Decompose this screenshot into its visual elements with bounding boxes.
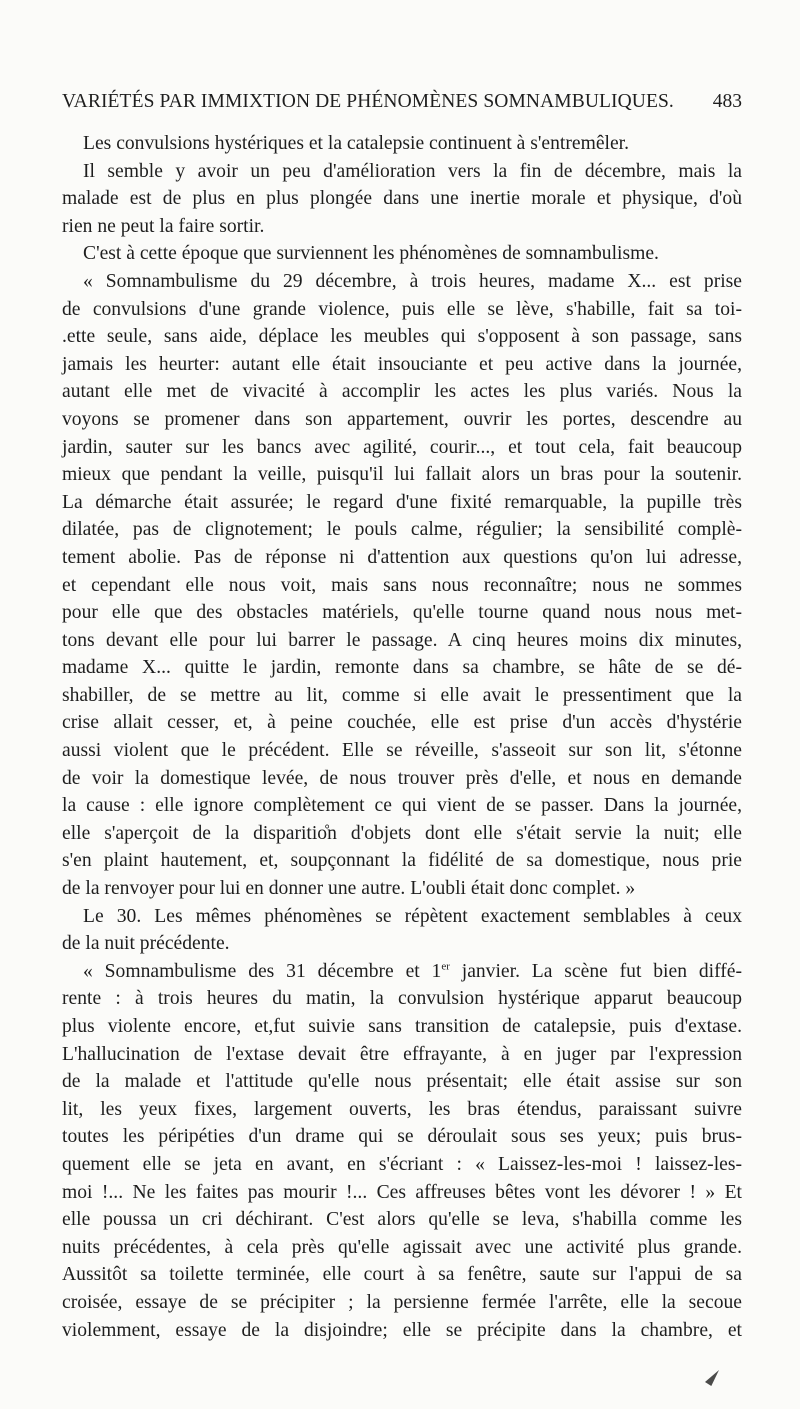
text-line: rien ne peut la faire sortir. — [62, 215, 265, 237]
text-line: Il semble y avoir un peu d'amélioration vers la fin de décembre, mais la — [83, 160, 742, 182]
text-line: elle poussa un cri déchirant. C'est alors qu'elle se leva, s'habilla comme les — [62, 1209, 742, 1231]
text-line: jardin, sauter sur les bancs avec agilité, courir..., et tout cela, fait beaucoup — [62, 436, 742, 458]
text-line: de la nuit précédente. — [62, 933, 230, 955]
text-line: lit, les yeux fixes, largement ouverts, les bras étendus, paraissant suivre — [62, 1098, 742, 1120]
text-line: autant elle met de vivacité à accomplir les actes les plus variés. Nous la — [62, 381, 742, 403]
text-line: malade est de plus en plus plongée dans une inertie morale et physique, d'où — [62, 188, 742, 210]
text-line: Aussitôt sa toilette terminée, elle court à sa fenêtre, saute sur l'appui de sa — [62, 1264, 742, 1286]
text-line: toutes les péripéties d'un drame qui se déroulait sous ses yeux; puis brus- — [62, 1126, 742, 1148]
text-line: Le 30. Les mêmes phénomènes se répètent exactement semblables à ceux — [83, 905, 742, 927]
text-line: de la renvoyer pour lui en donner une autre. L'oubli était donc complet. » — [62, 878, 636, 900]
text-line: Les convulsions hystériques et la catalepsie continuent à s'entremêler. — [83, 133, 629, 154]
text-line: madame X... quitte le jardin, remonte dans sa chambre, se hâte de se dé- — [62, 657, 742, 679]
text-line: pour elle que des obstacles matériels, qu'elle tourne quand nous nous met- — [62, 602, 742, 624]
text-line: voyons se promener dans son appartement, ouvrir les portes, descendre au — [62, 408, 742, 430]
text-line: aussi violent que le précédent. Elle se réveille, s'asseoit sur son lit, s'étonne — [62, 740, 742, 762]
text-line: tement abolie. Pas de réponse ni d'attention aux questions qu'on lui adresse, — [62, 546, 742, 568]
text-line: La démarche était assurée; le regard d'une fixité remarquable, la pupille très — [62, 491, 742, 513]
text-line: moi !... Ne les faites pas mourir !... Ces affreuses bêtes vont les dévorer ! » Et — [62, 1181, 742, 1203]
text-line: de voir la domestique levée, de nous trouver près d'elle, et nous en demande — [62, 767, 742, 789]
page-number: 483 — [712, 91, 742, 112]
text-line: plus violente encore, et,fut suivie sans transition de catalepsie, puis d'extase. — [62, 1016, 742, 1037]
text-line: dilatée, pas de clignotement; le pouls calme, régulier; la sensibilité complè- — [62, 519, 742, 541]
running-title: VARIÉTÉS PAR IMMIXTION DE PHÉNOMÈNES SOMNAMBULIQUES. — [62, 91, 674, 112]
text-line: shabiller, de se mettre au lit, comme si elle avait le pressentiment que la — [62, 684, 742, 706]
text-line: C'est à cette époque que surviennent les phénomènes de somnambulisme. — [83, 243, 659, 265]
text-line: de convulsions d'une grande violence, puis elle se lève, s'habille, fait sa toi- — [62, 298, 742, 320]
text-line: la cause : elle ignore complètement ce qui vient de se passer. Dans la journée, — [62, 795, 742, 817]
text-line: s'en plaint hautement, et, soupçonnant la fidélité de sa domestique, nous prie — [62, 850, 742, 872]
text-line: crise allait cesser, et, à peine couchée, elle est prise d'un accès d'hystérie — [62, 712, 742, 734]
text-line: et cependant elle nous voit, mais sans nous reconnaître; nous ne sommes — [62, 574, 742, 596]
text-line: L'hallucination de l'extase devait être effrayante, à en juger par l'expression — [62, 1043, 742, 1065]
text-line: « Somnambulisme des 31 décembre et 1er janvier. La scène fut bien diffé- — [83, 960, 742, 982]
text-line: rente : à trois heures du matin, la convulsion hystérique apparut beaucoup — [62, 988, 742, 1010]
text-line: violemment, essaye de la disjoindre; elle se précipite dans la chambre, et — [62, 1319, 742, 1341]
superscript: er — [441, 960, 450, 973]
body-text — [62, 130, 742, 1344]
text-line: .ette seule, sans aide, déplace les meubles qui s'opposent à son passage, sans — [62, 326, 742, 348]
text-line: mieux que pendant la veille, puisqu'il lui fallait alors un bras pour la soutenir. — [62, 464, 742, 486]
text-line: nuits précédentes, à cela près qu'elle agissait avec une activité plus grande. — [62, 1236, 742, 1258]
text-line: quement elle se jeta en avant, en s'écriant : « Laissez-les-moi ! laissez-les- — [62, 1153, 742, 1175]
text-line: elle s'aperçoit de la disparitio̊n d'objets dont elle s'était servie la nuit; elle — [62, 822, 742, 844]
text-line: croisée, essaye de se précipiter ; la persienne fermée l'arrête, elle la secoue — [62, 1291, 742, 1313]
running-header — [62, 91, 742, 117]
text-line: jamais les heurter: autant elle était insouciante et peu active dans la journée, — [62, 353, 742, 375]
ink-mark — [705, 1370, 719, 1386]
text-line: « Somnambulisme du 29 décembre, à trois heures, madame X... est prise — [83, 270, 742, 292]
text-line: tons devant elle pour lui barrer le passage. A cinq heures moins dix minutes, — [62, 629, 742, 651]
text-line: de la malade et l'attitude qu'elle nous présentait; elle était assise sur son — [62, 1071, 742, 1093]
